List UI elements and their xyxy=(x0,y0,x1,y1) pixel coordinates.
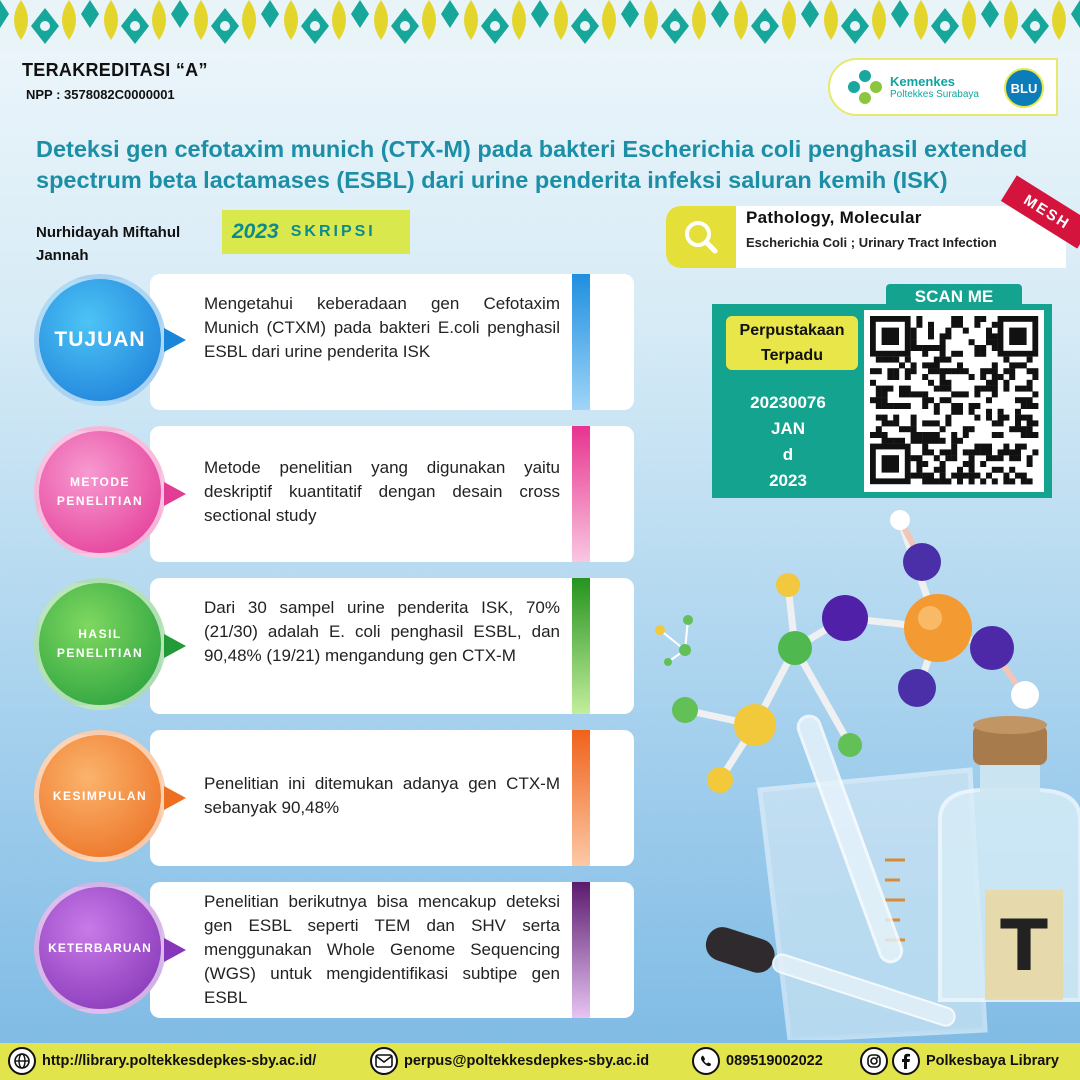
svg-text:T: T xyxy=(1000,905,1048,987)
accreditation-text: TERAKREDITASI “A” xyxy=(22,60,208,80)
thesis-title: Deteksi gen cefotaxim munich (CTX-M) pada bakteri Escherichia coli penghasil extended spectrum beta lactamases (ESBL) dari urine penderita infeksi saluran kemih (ISK) xyxy=(36,136,1028,193)
section-text: Penelitian ini ditemukan adanya gen CTX-M sebanyak 90,48% xyxy=(204,774,560,817)
section-color-bar xyxy=(572,578,590,714)
logo-name: Kemenkes xyxy=(890,74,956,89)
footer-email[interactable]: perpus@poltekkesdepkes-sby.ac.id xyxy=(370,1047,649,1075)
section-circle-metode: METODE PENELITIAN xyxy=(34,426,166,558)
institution-logo xyxy=(828,58,1058,116)
kemenkes-logo-icon xyxy=(846,68,884,106)
footer-social[interactable]: Polkesbaya Library xyxy=(860,1047,1059,1075)
footer-website[interactable]: http://library.poltekkesdepkes-sby.ac.id/ xyxy=(8,1047,316,1075)
section-circle-tujuan: TUJUAN xyxy=(34,274,166,406)
badge-type: SKRIPSI xyxy=(290,223,376,240)
badge-year: 2023 xyxy=(232,220,279,243)
mesh-keywords-panel xyxy=(666,206,1066,268)
globe-icon xyxy=(8,1047,36,1075)
scan-me-label: SCAN ME xyxy=(886,284,1022,310)
section-card-keterbaruan xyxy=(150,882,634,1018)
qr-code[interactable] xyxy=(864,310,1044,492)
section-text: Penelitian berikutnya bisa mencakup deteksi gen ESBL seperti TEM dan SHV serta menggunakan Whole Genome Sequencing (WGS) untuk mengidentifikasi subtipe gen ESBL xyxy=(204,892,560,1007)
section-color-bar xyxy=(572,426,590,562)
instagram-icon xyxy=(860,1047,888,1075)
section-circle-hasil: HASIL PENELITIAN xyxy=(34,578,166,710)
author-name: Nurhidayah Miftahul Jannah xyxy=(36,224,181,264)
section-pointer xyxy=(164,786,186,810)
mail-icon xyxy=(370,1047,398,1075)
section-color-bar xyxy=(572,882,590,1018)
section-circle-keterbaruan: KETERBARUAN xyxy=(34,882,166,1014)
whatsapp-icon xyxy=(692,1047,720,1075)
npp-text: NPP : 3578082C0000001 xyxy=(26,87,175,102)
facebook-icon xyxy=(892,1047,920,1075)
library-label: Perpustakaan Terpadu xyxy=(726,316,858,370)
footer-phone[interactable]: 089519002022 xyxy=(692,1047,823,1075)
section-text: Dari 30 sampel urine penderita ISK, 70% (21/30) adalah E. coli penghasil ESBL, dan 90,48% (19/21) mengandung gen CTX-M xyxy=(204,598,560,665)
section-pointer xyxy=(164,938,186,962)
mesh-terms: Escherichia Coli ; Urinary Tract Infection xyxy=(746,235,997,250)
library-call-number: 20230076 JAN d 2023 xyxy=(750,393,826,490)
top-ornament-band xyxy=(0,0,1080,52)
skripsi-badge xyxy=(222,210,410,254)
section-card-metode xyxy=(150,426,634,562)
section-text: Metode penelitian yang digunakan yaitu deskriptif kuantitatif dengan desain cross sectional study xyxy=(204,458,560,525)
footer-bar xyxy=(0,1043,1080,1080)
search-icon xyxy=(666,206,736,268)
mesh-ribbon: MESH xyxy=(1001,175,1080,248)
logo-subtitle: Poltekkes Surabaya xyxy=(890,89,979,100)
section-card-hasil xyxy=(150,578,634,714)
lab-illustration xyxy=(640,500,1080,1040)
section-circle-kesimpulan: KESIMPULAN xyxy=(34,730,166,862)
section-color-bar xyxy=(572,274,590,410)
section-color-bar xyxy=(572,730,590,866)
section-text: Mengetahui keberadaan gen Cefotaxim Munich (CTXM) pada bakteri E.coli penghasil ESBL dari urine penderita ISK xyxy=(204,294,560,361)
section-card-kesimpulan xyxy=(150,730,634,866)
section-pointer xyxy=(164,634,186,658)
mesh-heading: Pathology, Molecular xyxy=(746,208,922,227)
accreditation-block xyxy=(22,60,208,102)
section-pointer xyxy=(164,482,186,506)
section-card-tujuan xyxy=(150,274,634,410)
blu-logo: BLU xyxy=(1004,68,1044,108)
section-pointer xyxy=(164,328,186,352)
